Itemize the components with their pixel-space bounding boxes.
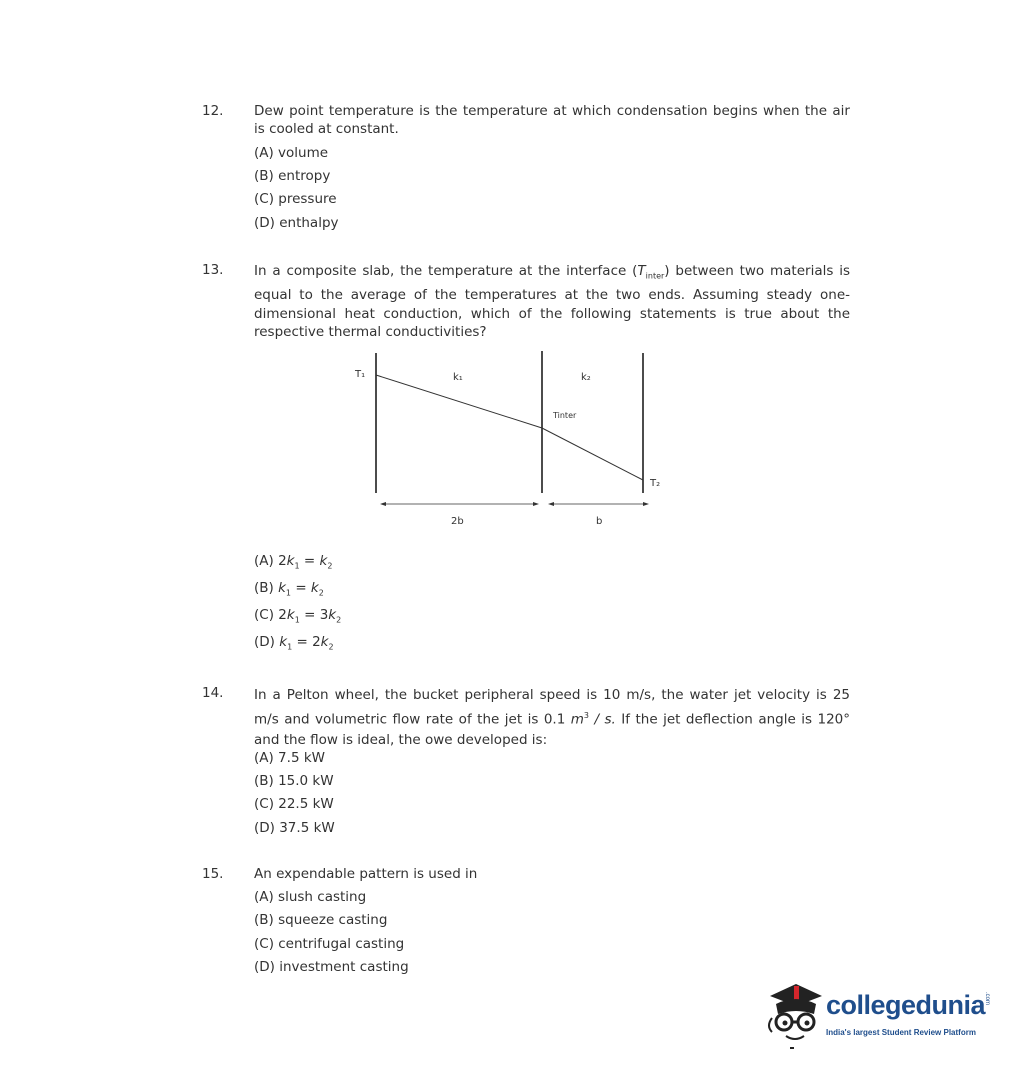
- equals: =: [295, 580, 307, 596]
- composite-slab-diagram: [330, 345, 670, 535]
- option-a: (A) slush casting: [254, 889, 367, 905]
- option-label: (C): [254, 607, 274, 623]
- option-b: (B) squeeze casting: [254, 912, 388, 928]
- rhs-var: k: [310, 580, 319, 596]
- option-b: (B) 15.0 kW: [254, 773, 334, 789]
- question-number: 15.: [202, 866, 224, 882]
- question-text: Dew point temperature is the temperature at which condensation begins when the air is cooled at constant.: [254, 103, 850, 137]
- lhs-sub: 1: [294, 615, 300, 625]
- rhs-var: k: [328, 607, 337, 623]
- option-label: (D): [254, 634, 275, 650]
- rhs-sub: 2: [327, 561, 333, 571]
- label-b: b: [596, 516, 603, 527]
- lhs-var: k: [286, 607, 295, 623]
- collegedunia-logo: [766, 978, 996, 1053]
- label-k1: k₁: [453, 372, 463, 383]
- arrow-left-b: [548, 502, 554, 506]
- text-part1: In a Pelton wheel, the bucket peripheral speed is 10 m/s, the water jet velocity is 25 m/s and volumetric flow rate of the jet is 0.1: [254, 687, 850, 727]
- option-c: [254, 607, 341, 625]
- lhs-var: k: [278, 580, 286, 596]
- option-a: [254, 553, 332, 571]
- rhs-var: k: [319, 553, 328, 569]
- option-b: (B) entropy: [254, 168, 331, 184]
- lhs-var: k: [279, 634, 288, 650]
- option-a: (A) 7.5 kW: [254, 750, 325, 766]
- rhs-coef: 2: [312, 634, 321, 650]
- option-d: [254, 634, 334, 652]
- text-part2: If the jet deflection angle is 120° and the flow is ideal, the owe developed is:: [254, 711, 850, 748]
- option-label: (A): [254, 553, 274, 569]
- logo-wordmark: collegedunia: [826, 990, 986, 1020]
- option-d: (D) 37.5 kW: [254, 820, 335, 836]
- option-label: (B): [254, 580, 274, 596]
- lhs-sub: 1: [287, 642, 293, 652]
- symbol-sub: inter: [645, 271, 665, 281]
- unit-exp: 3: [583, 710, 590, 720]
- rhs-sub: 2: [318, 588, 324, 598]
- question-number: 12.: [202, 103, 224, 119]
- temp-profile-2: [542, 428, 643, 480]
- rhs-coef: 3: [319, 607, 329, 623]
- rhs-sub: 2: [328, 642, 334, 652]
- label-t1: T₁: [355, 369, 366, 380]
- lhs-sub: 1: [294, 561, 300, 571]
- label-tinter: Tinter: [553, 411, 577, 420]
- question-text: An expendable pattern is used in: [254, 866, 478, 882]
- logo-tagline: India's largest Student Review Platform: [826, 1028, 976, 1037]
- equals: =: [304, 607, 316, 623]
- label-k2: k₂: [581, 372, 591, 383]
- lhs-var: k: [286, 553, 295, 569]
- arrow-right-b: [643, 502, 649, 506]
- option-c: (C) pressure: [254, 191, 337, 207]
- equals: =: [296, 634, 308, 650]
- symbol-t: T: [637, 263, 646, 279]
- arrow-left-2b: [380, 502, 386, 506]
- lhs-sub: 1: [285, 588, 292, 598]
- unit-per: / s.: [589, 711, 616, 727]
- option-d: (D) investment casting: [254, 959, 409, 975]
- equals: =: [303, 553, 316, 569]
- rhs-sub: 2: [336, 615, 342, 625]
- unit-m: m: [570, 711, 584, 727]
- option-d: (D) enthalpy: [254, 215, 339, 231]
- mascot-icon: [766, 978, 826, 1053]
- option-c: (C) 22.5 kW: [254, 796, 334, 812]
- option-a: (A) volume: [254, 145, 329, 161]
- label-t2: T₂: [650, 478, 661, 489]
- rhs-var: k: [320, 634, 329, 650]
- question-number: 13.: [202, 262, 224, 278]
- option-b: [254, 580, 324, 598]
- question-number: 14.: [202, 685, 224, 701]
- text-before: In a composite slab, the temperature at the interface (: [254, 263, 638, 279]
- question-text: [254, 685, 850, 750]
- label-2b: 2b: [451, 516, 464, 527]
- lhs-coef: 2: [278, 553, 287, 569]
- lhs-coef: 2: [278, 607, 287, 623]
- question-text: [254, 262, 850, 342]
- text-after: ) between two materials is equal to the average of the temperatures at the two ends. Assuming steady one-dimensional heat conduction, which of the following statements is true about the respective thermal conductivities?: [254, 263, 850, 341]
- option-c: (C) centrifugal casting: [254, 936, 405, 952]
- arrow-right-2b: [533, 502, 539, 506]
- logo-suffix: .com: [984, 992, 990, 1006]
